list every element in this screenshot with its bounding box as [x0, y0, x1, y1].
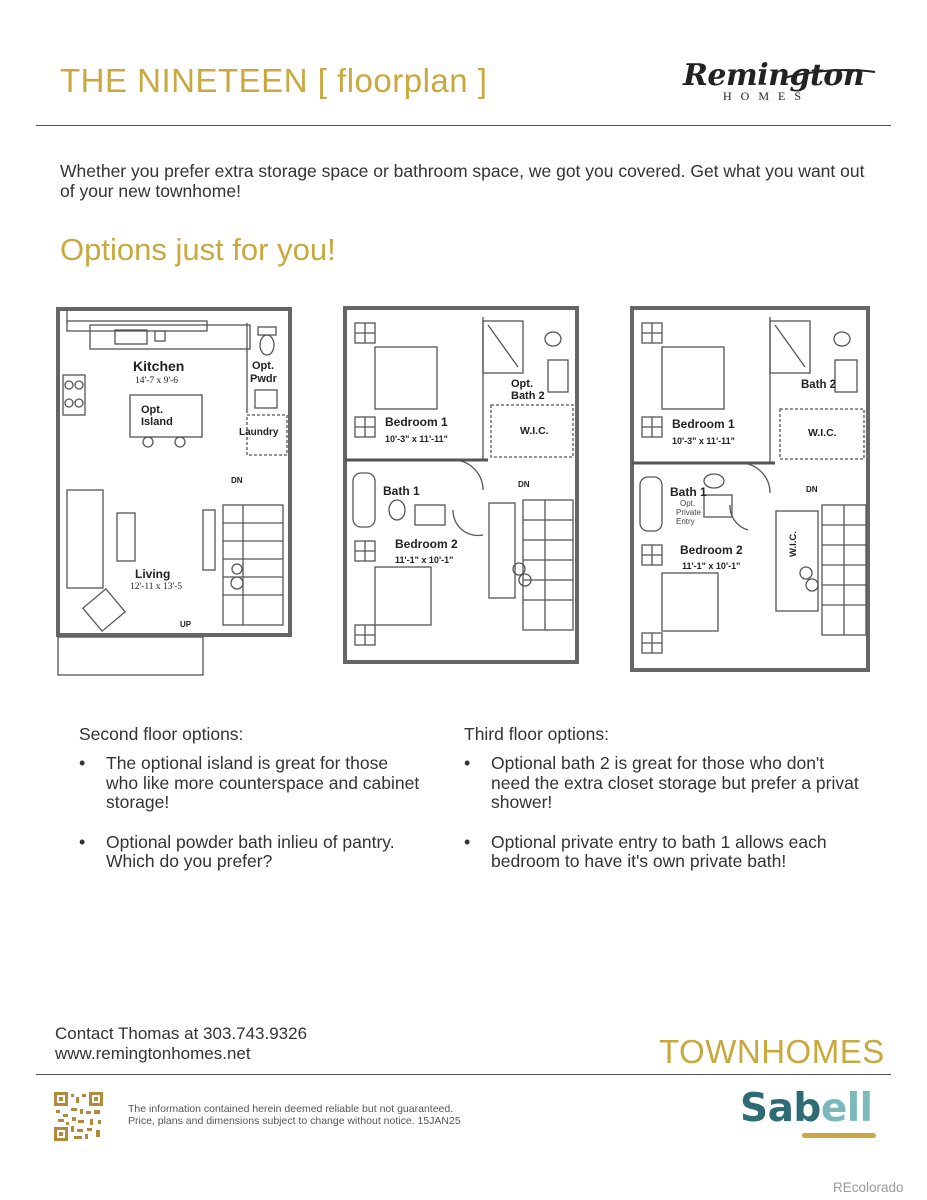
qr-code-icon[interactable] — [54, 1092, 103, 1141]
label-bedroom-2-dim: 11'-1" x 10'-1" — [682, 561, 741, 571]
third-floor-plan-option-private-entry — [630, 305, 872, 675]
label-opt-private-1: Opt. — [680, 499, 696, 508]
sabell-underline — [802, 1133, 876, 1138]
label-bedroom-1-dim: 10'-3" x 11'-11" — [385, 434, 448, 444]
label-up: UP — [180, 620, 192, 629]
intro-paragraph: Whether you prefer extra storage space or bathroom space, we got you covered. Get what you want out of your new townhome! — [60, 161, 865, 201]
townhomes-label: TOWNHOMES — [659, 1033, 885, 1070]
label-bedroom-2: Bedroom 2 — [395, 537, 458, 551]
label-bedroom-2-dim: 11'-1" x 10'-1" — [395, 555, 454, 565]
label-wic: W.I.C. — [808, 427, 837, 439]
label-dn: DN — [806, 485, 818, 494]
list-item: • Optional private entry to bath 1 allows each bedroom to have it's own private bath! — [464, 833, 859, 872]
list-item: • Optional powder bath inlieu of pantry. Which do you prefer? — [79, 833, 424, 872]
second-floor-drawing — [55, 305, 300, 680]
third-floor-options-heading: Third floor options: — [464, 724, 609, 744]
list-item: • Optional bath 2 is great for those who don't need the extra closet storage but prefer a privat shower! — [464, 754, 859, 813]
disclaimer-line-1: The information contained herein deemed reliable but not guaranteed. — [128, 1103, 454, 1115]
label-opt-pwdr-1: Opt. — [252, 360, 274, 372]
label-kitchen: Kitchen — [133, 358, 185, 374]
remington-homes-logo — [683, 58, 878, 106]
label-opt-island-1: Opt. — [141, 404, 163, 416]
label-bath-1: Bath 1 — [383, 484, 420, 498]
label-opt-private-3: Entry — [676, 517, 695, 526]
second-floor-options-heading: Second floor options: — [79, 724, 244, 744]
list-item: • The optional island is great for those who like more counterspace and cabinet storage! — [79, 754, 424, 813]
label-opt-bath2-1: Opt. — [511, 378, 533, 390]
logo-homes-text: HOMES — [723, 89, 811, 103]
footer-divider — [36, 1074, 891, 1075]
label-opt-pwdr-2: Pwdr — [250, 373, 277, 385]
sabell-logo — [740, 1086, 880, 1142]
label-opt-private-2: Private — [676, 508, 701, 517]
section-heading: Options just for you! — [60, 232, 336, 267]
label-bedroom-2: Bedroom 2 — [680, 543, 743, 557]
label-opt-bath2-2: Bath 2 — [511, 390, 545, 402]
label-dn: DN — [231, 476, 243, 485]
logo-script-text: Remington — [683, 58, 865, 93]
third-floor-options — [464, 724, 859, 892]
sabell-logo-part-1: Sab — [740, 1086, 821, 1131]
label-bath-1: Bath 1 — [670, 485, 707, 499]
sabell-logo-part-2: ell — [820, 1086, 873, 1131]
third-floor-plan-option-bath2 — [343, 305, 583, 667]
label-laundry: Laundry — [239, 427, 279, 438]
third-floor-options-list — [464, 754, 859, 872]
label-bedroom-1: Bedroom 1 — [385, 415, 448, 429]
third-floor-drawing-b — [630, 305, 872, 675]
label-wic-2: W.I.C. — [788, 531, 799, 557]
disclaimer-line-2: Price, plans and dimensions subject to change without notice. 15JAN25 — [128, 1115, 461, 1127]
second-floor-options-list — [79, 754, 424, 872]
recolorado-watermark: REcolorado — [833, 1180, 904, 1195]
label-opt-island-2: Island — [141, 416, 173, 428]
label-living-dim: 12'-11 x 13'-5 — [130, 582, 183, 592]
page-title: THE NINETEEN [ floorplan ] — [60, 62, 488, 99]
label-bath-2: Bath 2 — [801, 379, 837, 391]
label-wic: W.I.C. — [520, 425, 549, 437]
label-living: Living — [135, 567, 171, 581]
label-dn: DN — [518, 480, 530, 489]
third-floor-drawing-a — [343, 305, 583, 667]
header-divider — [36, 125, 891, 126]
contact-website[interactable]: www.remingtonhomes.net — [55, 1044, 251, 1063]
label-kitchen-dim: 14'-7 x 9'-6 — [135, 376, 179, 386]
second-floor-plan — [55, 305, 300, 680]
contact-phone: Contact Thomas at 303.743.9326 — [55, 1024, 308, 1043]
disclaimer — [128, 1103, 461, 1127]
label-bedroom-1: Bedroom 1 — [672, 417, 735, 431]
second-floor-options — [79, 724, 424, 892]
label-bedroom-1-dim: 10'-3" x 11'-11" — [672, 436, 735, 446]
contact-info — [55, 1024, 307, 1064]
